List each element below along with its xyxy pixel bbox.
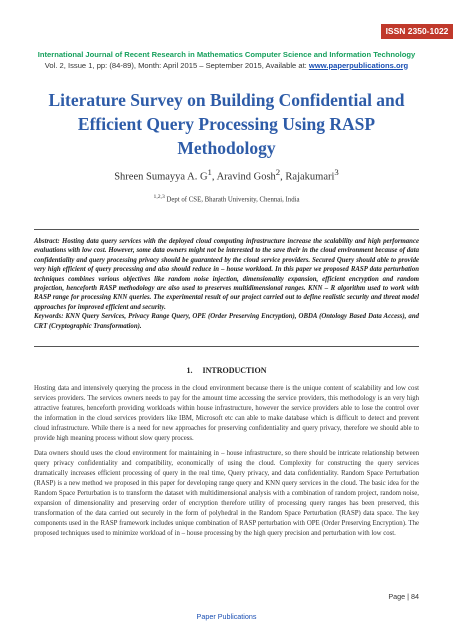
publisher-footer: Paper Publications	[196, 612, 257, 621]
abstract-bottom-rule	[34, 346, 419, 347]
author-list	[0, 167, 453, 183]
abstract-top-rule	[34, 229, 419, 230]
page-number: Page | 84	[388, 592, 419, 601]
abstract-block	[34, 237, 419, 331]
section-heading: 1. INTRODUCTION	[186, 366, 267, 375]
affiliation-text: Dept of CSE, Bharath University, Chennai, India	[164, 196, 300, 204]
author-separator: ,	[211, 171, 217, 183]
issn-badge: ISSN 2350-1022	[381, 24, 453, 39]
journal-url-link[interactable]: www.paperpublications.org	[308, 60, 409, 70]
journal-name: International Journal of Recent Research in Mathematics Computer Science and Information Technology	[37, 50, 416, 59]
affiliation-sup: 1,2,3	[153, 194, 165, 200]
affiliation	[0, 194, 453, 203]
section-body	[34, 384, 419, 544]
journal-header	[0, 50, 453, 71]
author-3: Rajakumari	[285, 171, 335, 183]
journal-volume-line	[0, 61, 453, 72]
author-2-sup: 2	[275, 167, 281, 177]
abstract-paragraph	[34, 237, 419, 312]
author-3-sup: 3	[334, 167, 339, 177]
journal-volume-text: Vol. 2, Issue 1, pp: (84-89), Month: April 2015 – September 2015, Available at:	[44, 60, 309, 70]
abstract-label: Abstract:	[34, 238, 60, 245]
paper-title: Literature Survey on Building Confidential and Efficient Query Processing Using RASP Methodology	[48, 90, 405, 158]
keywords-text: KNN Query Services, Privacy Range Query, OPE (Order Preserving Encryption), OBDA (Ontology Based Data Access), and CRT (Cryptographic Transformation).	[34, 313, 419, 330]
author-1: Shreen Sumayya A. G	[114, 171, 208, 183]
intro-paragraph-1: Hosting data and intensively querying the process in the cloud environment because there is the unique content of scalability and low cost services providers. The services owners needs to pay for the amount time accessing the service providers, this methodology is an very high attractive features, henceforth providing workloads within house infrastructure, however the service providers able to lose the control over the information in the cloud services providers like IBM, Microsoft etc can able to make database which is difficult to detect and prevent cloud infrastructure. While there is a need for new approaches for preserving confidentiality and query privacy, therefore we should able to provide high meaning process without slow query process.	[34, 385, 419, 442]
author-1-sup: 1	[207, 167, 212, 177]
abstract-text: Hosting data query services with the deployed cloud computing infrastructure increase the scalability and high performance evaluations with low cost. However, some data owners might not be interested to the save their in the cloud environment because of data confidentiality and query processing privacy should be guaranteed by the cloud service providers. Secured Query should able to provide very high efficient of query processing and also should reduce in – house workload. In this paper we proposed RASP data perturbation techniques combines various objectives like random noise injection, dimensionality expansion, efficient encryption and random projection, henceforth RASP methodology are also used to preserves multidimensional ranges. KNN – R algorithm used to work with RASP range for processing KNN queries. The experimental result of our project carried out to define realistic security and threat model approaches for improved efficient and security.	[34, 238, 419, 311]
author-separator: ,	[280, 171, 286, 183]
author-2: Aravind Gosh	[216, 171, 276, 183]
keywords-paragraph	[34, 312, 419, 331]
intro-paragraph-2: Data owners should uses the cloud environment for maintaining in – house infrastructure, so there should be intricate relationship between query privacy confidentiality and compatibility, economically of using the cloud. Complexity for constructing the query services dramatically increases efficient processing of query in the real time, Query privacy, and data confidentiality. Random Space Perturbation (RASP) is a new method we proposed in this paper for developing range query and KNN query services in the cloud. The basic idea for the Random Space Perturbation is to transform the dataset with multidimensional analysis with a combination of random project, random noise, expansion of dimensionality and preserving order of encryption therefore utility of processing query ranges has been preserved, this transformation of the data carried out securely in the form of polyhedral in the Random Space Perturbation (RASP) data space. The key components used in the RASP framework includes unique combination of RASP perturbation with OPE (Order Preserving Encryption). The proposed techniques used to minimize workload of in – house processing by the high query precision and perturbation with low cost.	[34, 450, 419, 537]
keywords-label: Keywords:	[34, 313, 64, 321]
